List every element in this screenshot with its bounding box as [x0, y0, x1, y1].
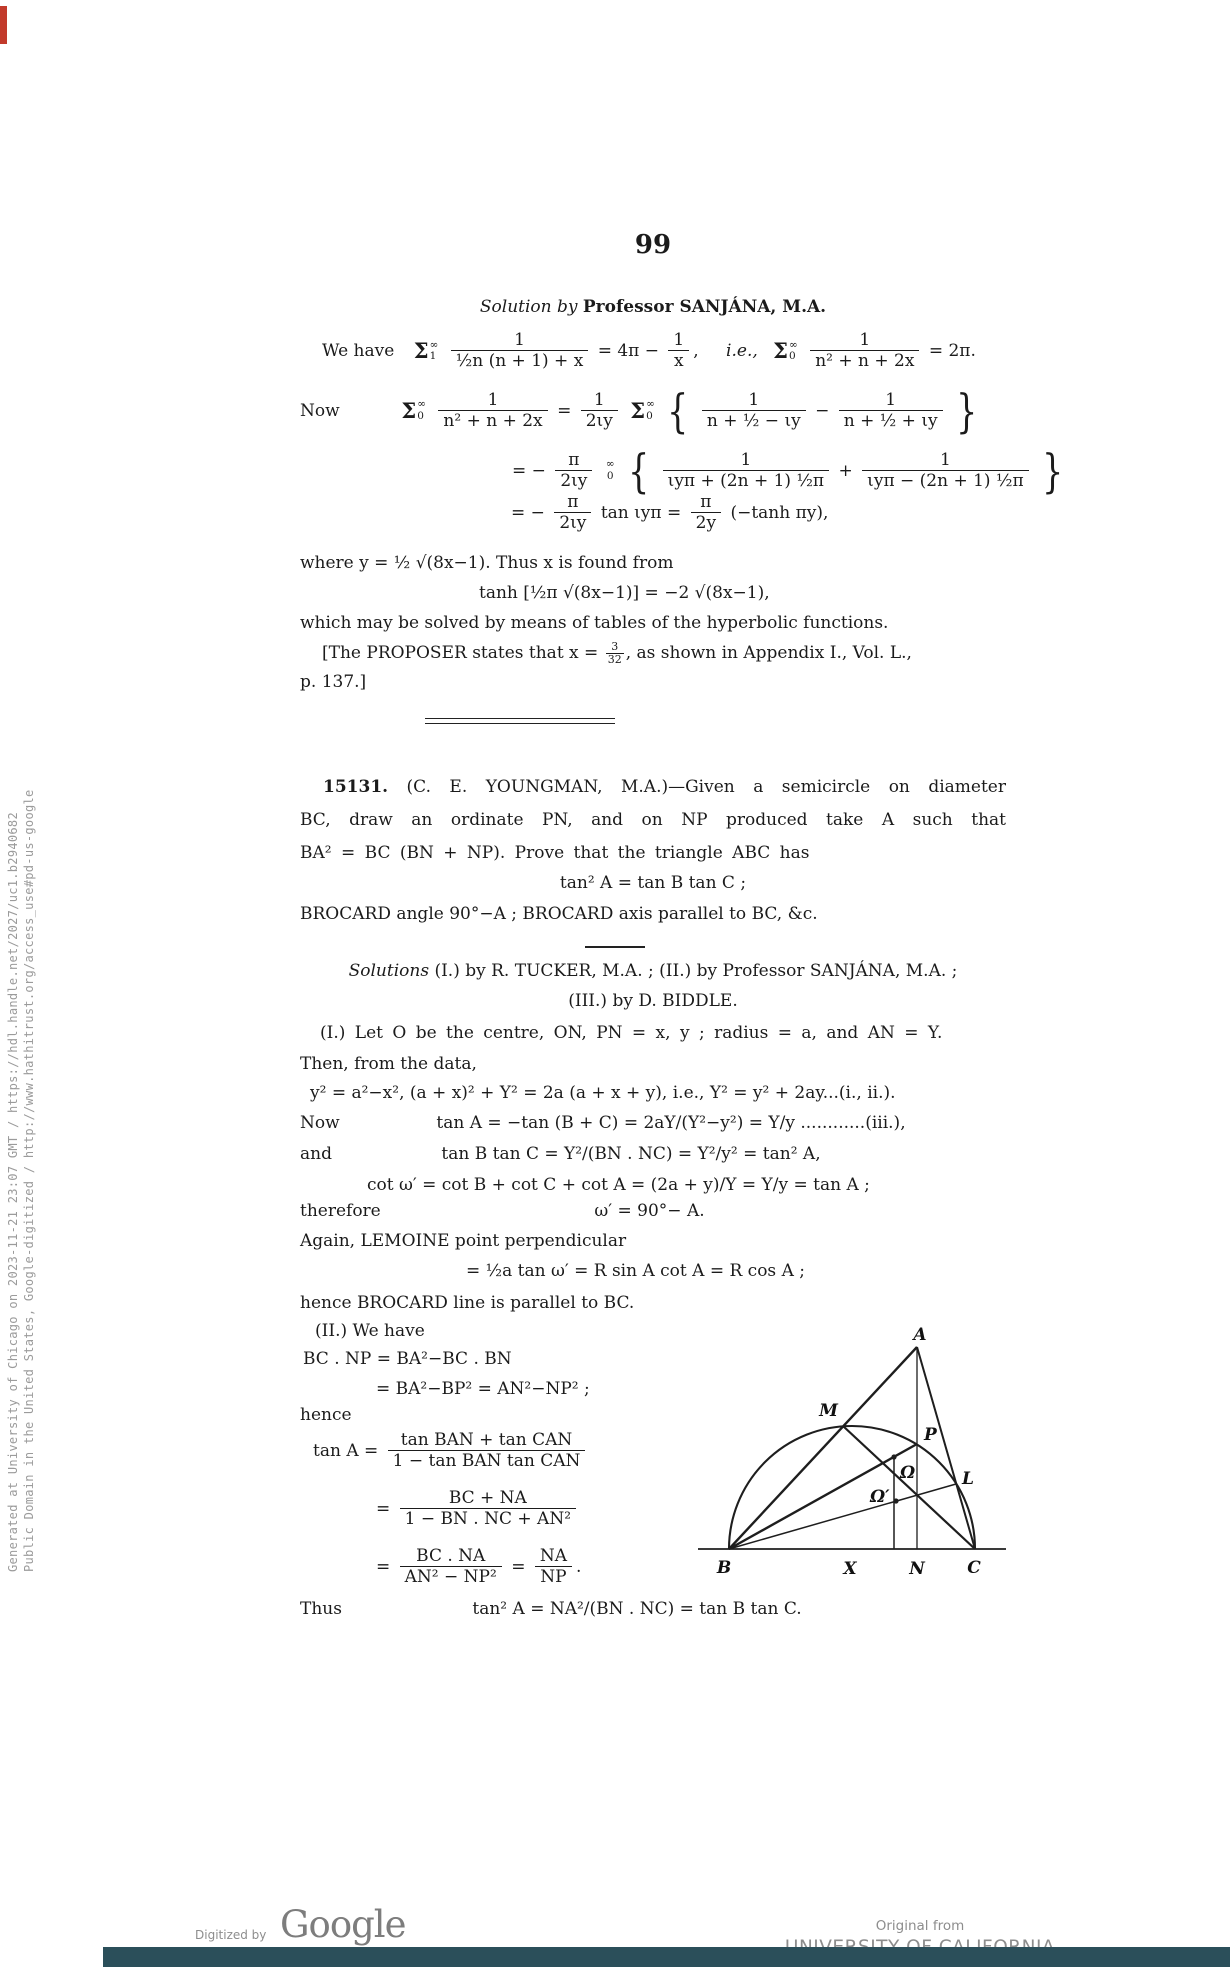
sum-limits [606, 459, 615, 482]
numerator: 1 [673, 330, 685, 350]
right-brace: } [1042, 444, 1064, 498]
margin-note-generated: Generated at University of Chicago on 2023-11-21 23:07 GMT / https://hdl.handle.net/2027/uc1.b2940682 [6, 812, 20, 1572]
sol1-line2: Then, from the data, [300, 1054, 477, 1074]
denominator: n² + n + 2x [810, 350, 919, 372]
denominator: NP [535, 1566, 572, 1588]
viewer-bottom-bar [103, 1947, 1230, 1967]
denominator: 32 [607, 653, 622, 667]
figure-label-X: X [843, 1559, 857, 1579]
line-AC [917, 1347, 975, 1549]
fraction [839, 390, 943, 433]
red-corner-mark [0, 6, 7, 44]
math-text: tan A = −tan (B + C) = 2aY/(Y²−y²) = Y/y ............(iii.), [436, 1113, 906, 1134]
numerator: π [700, 492, 712, 512]
numerator: 1 [740, 449, 752, 470]
sigma-glyph: Σ [401, 397, 417, 423]
sum-lower-limit: 0 [417, 410, 424, 422]
denominator: ½n (n + 1) + x [451, 350, 589, 372]
equation-1 [300, 330, 1006, 373]
fraction [702, 390, 806, 433]
fraction [535, 1546, 572, 1589]
solutions-heading-italic: Solutions [348, 961, 430, 981]
numerator: 1 [748, 389, 760, 410]
numerator: 1 [593, 389, 605, 410]
point-omega-prime [893, 1498, 898, 1503]
solutions-heading [300, 960, 1006, 983]
math-text: Now [300, 400, 340, 421]
math-text: = − [511, 502, 545, 523]
problem-statement-line1 [300, 776, 1006, 799]
denominator: 1 − tan BAN tan CAN [388, 1450, 586, 1472]
sum-upper-limit: ∞ [605, 458, 615, 471]
sigma-sum [773, 337, 798, 365]
math-text: = [557, 400, 572, 421]
math-text: − [815, 400, 830, 421]
left-brace: { [667, 384, 689, 438]
math-text: + [838, 460, 853, 481]
point-omega [891, 1454, 896, 1459]
where-line: where y = ½ √(8x−1). Thus x is found from [300, 553, 674, 573]
solution-heading-italic: Solution by [479, 297, 578, 317]
fraction [554, 492, 591, 535]
figure-label-N: N [909, 1559, 925, 1579]
figure-label-L: L [962, 1469, 974, 1489]
numerator: 1 [885, 389, 897, 410]
denominator: n + ½ + ιy [839, 410, 943, 432]
denominator: 2ιy [554, 512, 591, 534]
math-text: = [376, 1498, 391, 1519]
numerator: tan BAN + tan CAN [400, 1430, 573, 1450]
fraction [451, 330, 589, 373]
sol1-cot-line: cot ω′ = cot B + cot C + cot A = (2a + y)/Y = Y/y = tan A ; [367, 1175, 870, 1195]
solutions-heading-rest: (I.) by R. TUCKER, M.A. ; (II.) by Professor SANJÁNA, M.A. ; [429, 961, 958, 981]
sol2-eq1: BC . NP = BA²−BC . BN [303, 1349, 512, 1369]
numerator: BC . NA [416, 1546, 486, 1566]
math-text: = 2π. [928, 340, 976, 361]
denominator: n² + n + 2x [438, 410, 547, 432]
denominator: ιyπ − (2n + 1) ½π [862, 470, 1028, 492]
sol1-eq1: y² = a²−x², (a + x)² + Y² = 2a (a + x + y), i.e., Y² = y² + 2ay...(i., ii.). [310, 1083, 896, 1103]
line-label: Now [300, 1113, 340, 1134]
sigma-sum [630, 397, 655, 425]
sol1-again-line: Again, LEMOINE point perpendicular [300, 1231, 627, 1251]
sum-upper-limit: ∞ [789, 338, 798, 351]
math-text: ω′ = 90°− A. [594, 1201, 705, 1222]
numerator: π [568, 449, 580, 470]
sigma-glyph: Σ [773, 338, 789, 364]
denominator: x [668, 350, 689, 372]
original-from-label: Original from [875, 1918, 965, 1934]
sol1-lemoine-line: = ½a tan ω′ = R sin A cot A = R cos A ; [466, 1261, 805, 1281]
solution-heading [300, 296, 1006, 319]
solutions-heading-line2: (III.) by D. BIDDLE. [568, 991, 738, 1011]
line-BL [729, 1484, 956, 1549]
equation-4 [300, 492, 1006, 535]
figure-label-P: P [924, 1425, 937, 1445]
sum-lower-limit: 0 [646, 410, 653, 422]
sum-upper-limit: ∞ [646, 398, 655, 411]
sigma-glyph: Σ [630, 397, 646, 423]
line-label: and [300, 1144, 332, 1165]
math-text: . [576, 1556, 582, 1577]
equation-2 [300, 384, 1006, 438]
math-text: We have [322, 340, 395, 361]
numerator: BC + NA [448, 1488, 527, 1508]
numerator: 1 [859, 330, 871, 350]
math-text: tan A = [313, 1440, 379, 1461]
solution-heading-roman: Professor SANJÁNA, M.A. [582, 297, 827, 317]
semicircle [729, 1426, 975, 1549]
sum-upper-limit: ∞ [429, 338, 439, 351]
sum-lower-limit: 0 [789, 350, 796, 363]
double-rule-divider [425, 718, 615, 724]
line-MC [843, 1426, 975, 1549]
denominator: 1 − BN . NC + AN² [400, 1508, 576, 1530]
denominator: ιyπ + (2n + 1) ½π [663, 470, 829, 492]
sigma-sum [414, 337, 439, 365]
math-text: = 4π − [597, 340, 659, 361]
denominator: n + ½ − ιy [702, 410, 806, 432]
sol2-head: (II.) We have [315, 1321, 425, 1341]
math-text: [The PROPOSER states that x = [322, 643, 599, 664]
problem-statement-line2: BC, draw an ordinate PN, and on NP produced take A such that [300, 810, 1006, 830]
math-text: tan B tan C = Y²/(BN . NC) = Y²/y² = tan² A, [441, 1144, 821, 1165]
sol2-hence: hence [300, 1405, 352, 1425]
math-text: tan² A = NA²/(BN . NC) = tan B tan C. [472, 1599, 802, 1620]
thus-line [300, 1598, 1006, 1621]
tanh-equation: tanh [½π √(8x−1)] = −2 √(8x−1), [479, 583, 770, 603]
problem-statement-line3: BA² = BC (BN + NP). Prove that the triangle ABC has [300, 843, 810, 863]
geometry-figure [690, 1310, 1010, 1595]
right-brace: } [956, 384, 978, 438]
denominator: AN² − NP² [400, 1566, 502, 1588]
proposer-line [300, 641, 1006, 667]
numerator: NA [539, 1546, 568, 1566]
sum-upper-limit: ∞ [417, 398, 427, 411]
denominator: 2ιy [555, 470, 592, 492]
fraction [555, 450, 592, 493]
math-text: i.e., [726, 340, 758, 361]
figure-label-omega: Ω [900, 1463, 916, 1483]
numerator: π [567, 492, 579, 512]
figure-label-C: C [967, 1558, 981, 1578]
denominator: 2ιy [581, 410, 618, 432]
sum-lower-limit: 0 [606, 470, 614, 482]
numerator: 3 [611, 640, 619, 653]
numerator: 1 [514, 330, 525, 350]
fraction [691, 492, 721, 535]
sum-lower-limit: 1 [429, 350, 437, 363]
left-brace: { [628, 444, 650, 498]
denominator: 2y [691, 512, 721, 534]
short-rule-divider [585, 946, 645, 948]
fraction [606, 641, 624, 667]
equation-3 [300, 444, 1064, 498]
line-label: therefore [300, 1201, 381, 1222]
fraction [663, 450, 829, 493]
numerator: 1 [487, 389, 499, 410]
sol1-and-line [300, 1143, 1006, 1166]
which-line: which may be solved by means of tables of the hyperbolic functions. [300, 613, 889, 633]
sigma-glyph: Σ [413, 338, 429, 364]
sigma-sum [401, 397, 426, 425]
math-text: tan ιyπ = [600, 502, 682, 523]
figure-label-B: B [716, 1558, 732, 1578]
sol1-line1: (I.) Let O be the centre, ON, PN = x, y ; radius = a, and AN = Y. [320, 1023, 943, 1043]
line-BA [729, 1347, 917, 1549]
problem-text: (C. E. YOUNGMAN, M.A.)—Given a semicircle on diameter [406, 777, 1006, 797]
page-ref-line: p. 137.] [300, 672, 367, 692]
sol1-therefore-line [300, 1200, 1006, 1223]
math-text: , [693, 340, 699, 361]
google-logo: Google [280, 1903, 406, 1946]
fraction [400, 1546, 502, 1589]
fraction [581, 390, 618, 433]
brocard-line: BROCARD angle 90°−A ; BROCARD axis parallel to BC, &c. [300, 904, 818, 924]
problem-display-equation: tan² A = tan B tan C ; [559, 873, 747, 893]
digitized-by-label: Digitized by [195, 1928, 267, 1942]
fraction [400, 1488, 576, 1531]
numerator: 1 [939, 449, 951, 470]
fraction [862, 450, 1028, 493]
sol2-frac-line1 [300, 1430, 753, 1473]
fraction [388, 1430, 586, 1473]
figure-label-omega-prime: Ω′ [870, 1487, 890, 1507]
math-text: = − [512, 460, 546, 481]
math-text: = [511, 1556, 526, 1577]
problem-number: 15131. [323, 777, 389, 797]
page-number: 99 [634, 230, 672, 260]
math-text: = [376, 1556, 391, 1577]
figure-label-A: A [913, 1325, 927, 1345]
sol2-eq2: = BA²−BP² = AN²−NP² ; [376, 1379, 590, 1399]
sol1-now-line [300, 1112, 1006, 1135]
line-label: Thus [300, 1599, 342, 1620]
fraction [668, 330, 689, 373]
math-text: , as shown in Appendix I., Vol. L., [625, 643, 912, 664]
fraction [810, 330, 919, 373]
margin-note-public-domain: Public Domain in the United States, Google-digitized / http://www.hathitrust.org/access_use#pd-us-google [22, 789, 36, 1572]
figure-label-M: M [819, 1401, 838, 1421]
fraction [438, 390, 547, 433]
math-text: (−tanh πy), [730, 502, 829, 523]
sol1-hence-line: hence BROCARD line is parallel to BC. [300, 1293, 635, 1313]
